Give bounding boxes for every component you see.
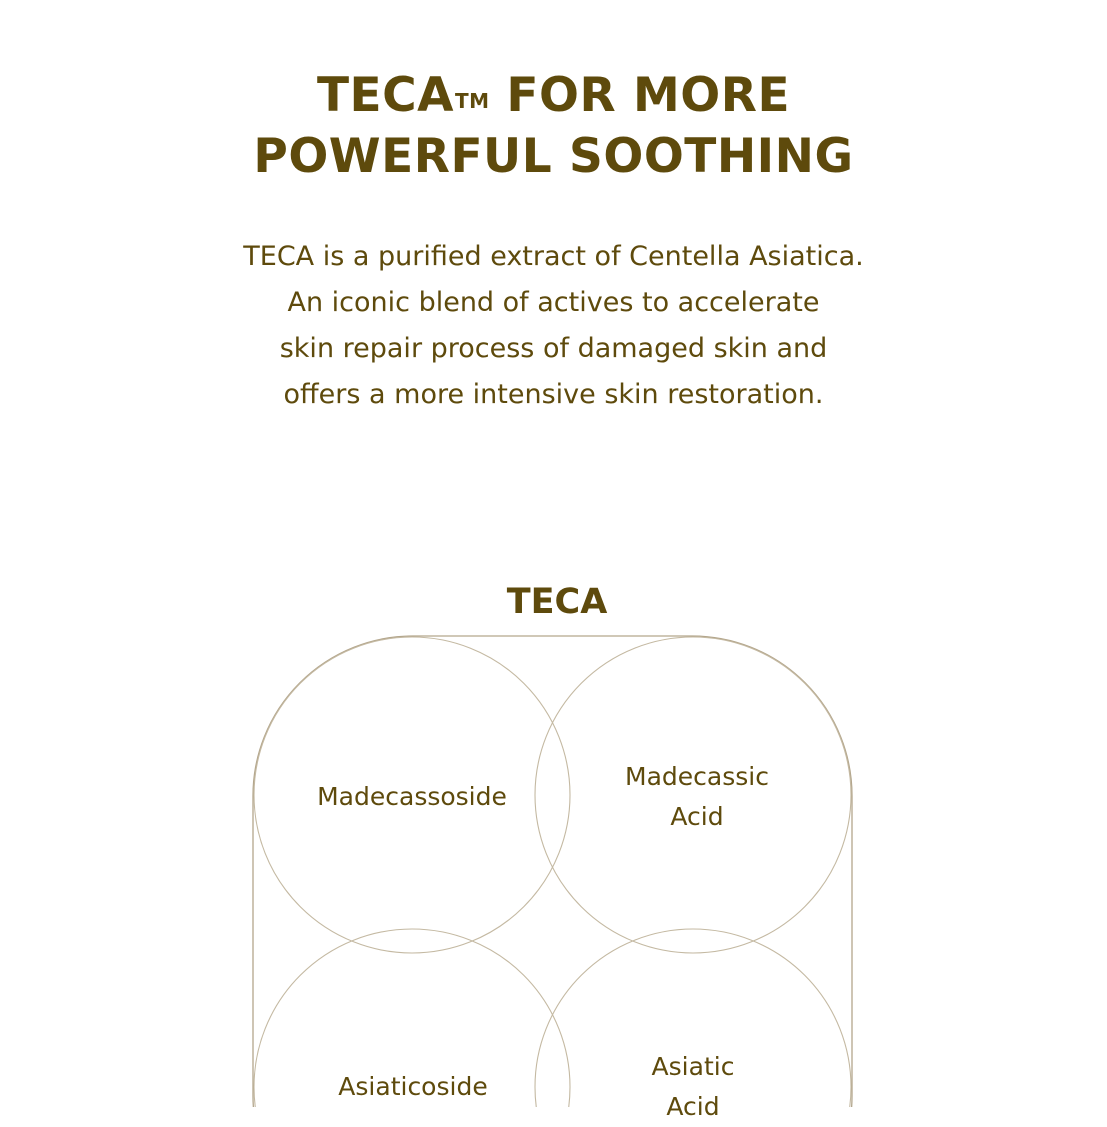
label-madecassoside: Madecassoside — [317, 782, 507, 811]
description-line-2: An iconic blend of actives to accelerate — [287, 287, 820, 318]
headline-line-2: POWERFUL SOOTHING — [253, 129, 854, 185]
label-asiatic-acid: Asiatic Acid — [651, 1052, 735, 1121]
description-line-4: offers a more intensive skin restoration. — [283, 379, 824, 410]
label-madecassic-acid: Madecassic Acid — [625, 762, 769, 831]
headline-brand: TECA — [316, 68, 454, 124]
diagram-title: TECA — [506, 582, 608, 622]
description-line-1: TECA is a purified extract of Centella Asiatica. — [243, 241, 864, 272]
trademark-mark: TM — [455, 89, 490, 114]
label-asiaticoside: Asiaticoside — [338, 1072, 488, 1101]
description-line-3: skin repair process of damaged skin and — [279, 333, 828, 364]
headline-line-1-rest: FOR MORE — [489, 68, 791, 124]
diagram-frame — [253, 636, 852, 1107]
